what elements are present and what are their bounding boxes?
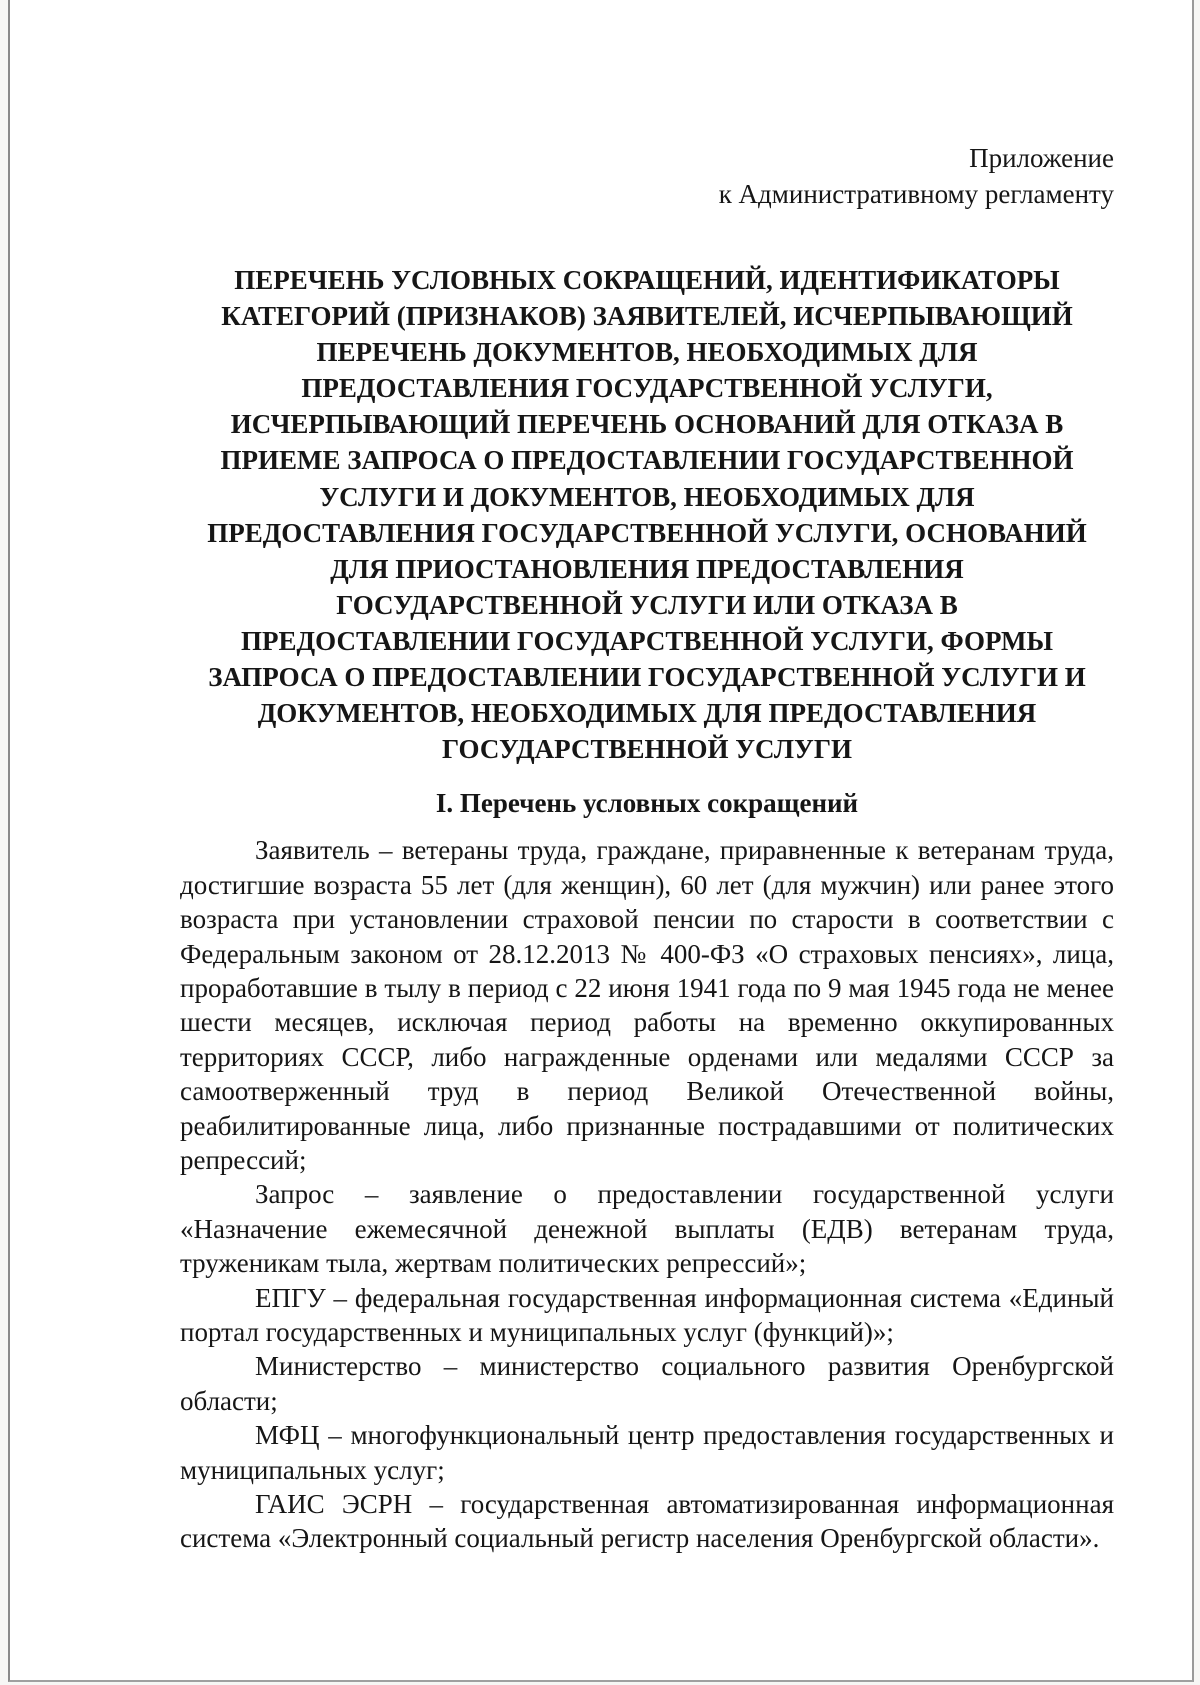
annex-header xyxy=(180,140,1114,212)
document-content xyxy=(180,140,1114,1556)
definition-applicant: Заявитель – ветераны труда, граждане, приравненные к ветеранам труда, достигшие возраста 55 лет (для женщин), 60 лет (для мужчин) или ранее этого возраста при установлении страховой пенсии по старости в соответствии с Федеральным законом от 28.12.2013 № 400-ФЗ «О страховых пенсиях», лица, проработавшие в тылу в период с 22 июня 1941 года по 9 мая 1945 года не менее шести месяцев, исключая период работы на временно оккупированных территориях СССР, либо награжденные орденами или медалями СССР за самоотверженный труд в период Великой Отечественной войны, реабилитированные лица, либо признанные пострадавшими от политических репрессий; xyxy=(180,835,1114,1175)
title-line: ДОКУМЕНТОВ, НЕОБХОДИМЫХ ДЛЯ ПРЕДОСТАВЛЕНИЯ xyxy=(257,698,1037,729)
title-line: ИСЧЕРПЫВАЮЩИЙ ПЕРЕЧЕНЬ ОСНОВАНИЙ ДЛЯ ОТКАЗА В xyxy=(230,409,1064,440)
definition-gais-esrn: ГАИС ЭСРН – государственная автоматизированная информационная система «Электронный социальный регистр населения Оренбургской области». xyxy=(180,1489,1114,1554)
title-line: УСЛУГИ И ДОКУМЕНТОВ, НЕОБХОДИМЫХ ДЛЯ xyxy=(319,481,975,512)
annex-line-1: Приложение xyxy=(969,143,1114,173)
title-line: ДЛЯ ПРИОСТАНОВЛЕНИЯ ПРЕДОСТАВЛЕНИЯ xyxy=(330,553,964,584)
document-page xyxy=(8,0,1194,1682)
annex-line-2: к Административному регламенту xyxy=(718,179,1114,209)
title-line: ЗАПРОСА О ПРЕДОСТАВЛЕНИИ ГОСУДАРСТВЕННОЙ УСЛУГИ И xyxy=(208,662,1086,693)
definition-request: Запрос – заявление о предоставлении государственной услуги «Назначение ежемесячной денежной выплаты (ЕДВ) ветеранам труда, труженикам тыла, жертвам политических репрессий»; xyxy=(180,1179,1114,1279)
section-heading: I. Перечень условных сокращений xyxy=(435,788,859,819)
title-line: ПРИЕМЕ ЗАПРОСА О ПРЕДОСТАВЛЕНИИ ГОСУДАРСТВЕННОЙ xyxy=(220,445,1074,476)
definition-mfc: МФЦ – многофункциональный центр предоставления государственных и муниципальных услуг; xyxy=(180,1420,1114,1485)
definitions-list xyxy=(180,833,1114,1556)
title-line: ПЕРЕЧЕНЬ ДОКУМЕНТОВ, НЕОБХОДИМЫХ ДЛЯ xyxy=(316,337,978,368)
title-line: ПЕРЕЧЕНЬ УСЛОВНЫХ СОКРАЩЕНИЙ, ИДЕНТИФИКАТОРЫ xyxy=(234,265,1060,295)
title-line: ПРЕДОСТАВЛЕНИИ ГОСУДАРСТВЕННОЙ УСЛУГИ, ФОРМЫ xyxy=(241,625,1053,656)
title-line: КАТЕГОРИЙ (ПРИЗНАКОВ) ЗАЯВИТЕЛЕЙ, ИСЧЕРПЫВАЮЩИЙ xyxy=(221,301,1073,332)
definition-epgu: ЕПГУ – федеральная государственная информационная система «Единый портал государственных и муниципальных услуг (функций)»; xyxy=(180,1282,1114,1347)
title-line: ГОСУДАРСТВЕННОЙ УСЛУГИ ИЛИ ОТКАЗА В xyxy=(336,589,958,620)
title-line: ПРЕДОСТАВЛЕНИЯ ГОСУДАРСТВЕННОЙ УСЛУГИ, xyxy=(301,373,993,404)
definition-ministry: Министерство – министерство социального развития Оренбургской области; xyxy=(180,1351,1114,1416)
title-line: ГОСУДАРСТВЕННОЙ УСЛУГИ xyxy=(442,734,852,765)
document-title xyxy=(180,262,1114,767)
title-line: ПРЕДОСТАВЛЕНИЯ ГОСУДАРСТВЕННОЙ УСЛУГИ, ОСНОВАНИЙ xyxy=(207,517,1087,548)
